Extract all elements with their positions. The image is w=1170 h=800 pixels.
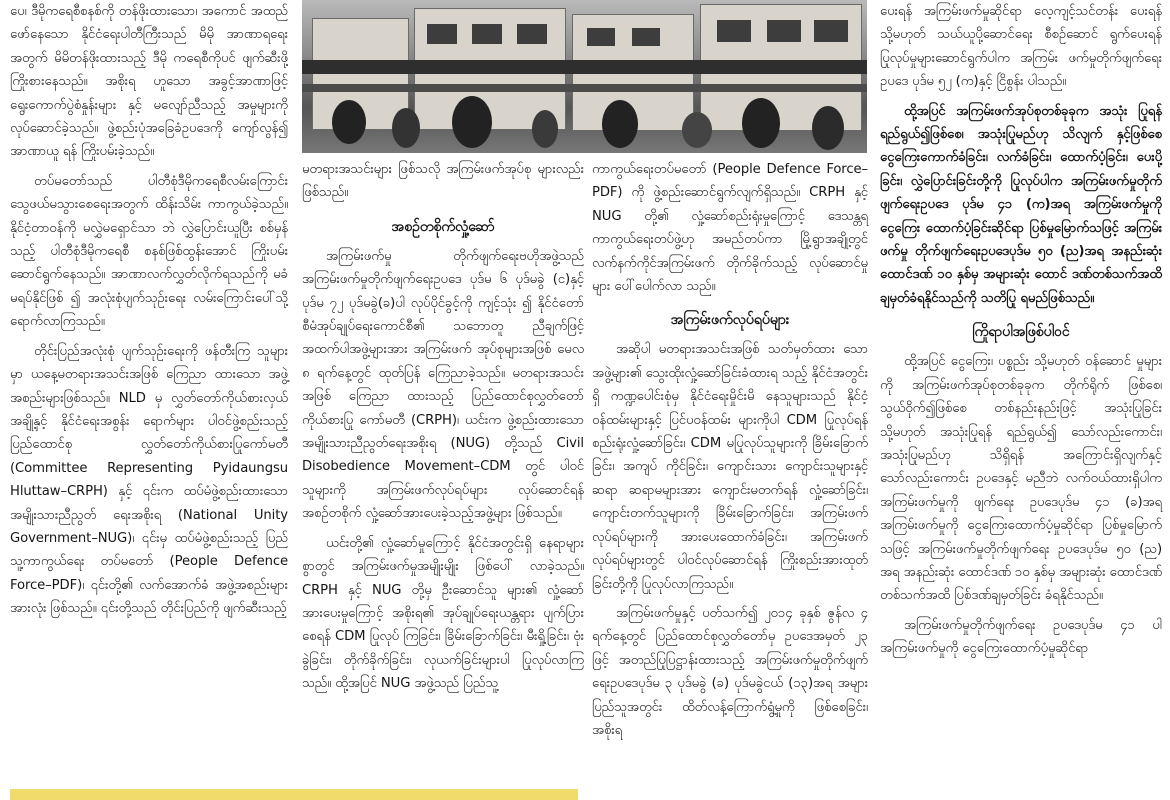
paragraph: ယင်းတို့၏ လှုံ့ဆော်မှုကြောင့် နိုင်ငံအတွင်းရှိ နေရာများစွာတွင် အကြမ်းဖက်မှုအမျိုးမျိုး ဖြစ်ပေါ် လာခဲ့သည်။ CRPH နှင့် NUG တို့မှ ဦးဆောင်သူ များ၏ လှုံ့ဆော်အားပေးမှုကြောင့် အစိုးရ၏ အုပ်ချုပ်ရေးယန္တရား ပျက်ပြားစေရန် CDM ပြုလုပ် ကြခြင်း၊ ခြိမ်းခြောက်ခြင်း၊ မီးရှို့ခြင်း၊ ဗုံးခွဲခြင်း၊ တိုက်ခိုက်ခြင်း၊ လုယက်ခြင်းများပါ ပြုလုပ်လာကြ သည်။ ထို့အပြင် NUG အဖွဲ့သည် ပြည်သူ့	[302, 535, 584, 692]
column-2	[302, 158, 584, 702]
paragraph: ပေးရန် အကြမ်းဖက်မှုဆိုင်ရာ လေ့ကျင့်သင်တန်း ပေးရန် သို့မဟုတ် သယ်ယူပို့ဆောင်ရေး စီစဉ်ဆောင် ရွက်ပေးရန် ပြုလုပ်မှုများဆောင်ရွက်ပါက အကြမ်း ဖက်မှုတိုက်ဖျက်ရေးဥပဒေ ပုဒ်မ ၅၂ (က)နှင့် ငြိစွန်း ပါသည်။	[880, 4, 1162, 90]
street-market-photo	[302, 0, 867, 153]
paragraph: ပေ၊ ဒီမိုကရေစီစနစ်ကို တန်ဖိုးထားသော၊ အကောင် အထည်ဖော်နေသော နိုင်ငံရေးပါတီကြီးသည် မိမို အာဏာရရေးအတွက် မိမိတန်ဖိုးထားသည့် ဒီမို ကရေစီကိုပင် ဖျက်ဆီးဖို့ ကြိုးစားနေသည်။ အစိုးရ ဟူသော အခွင့်အာဏာဖြင့် ရွေးကောက်ပွဲစံနှုန်းများ နှင့် မလျော်ညီသည့် အမှုများကို လုပ်ဆောင်ခဲ့သည်။ ဖွဲ့စည်းပုံအခြေခံဥပဒေကို ကျော်လွန်၍ အာဏာယူ ရန် ကြိုးပမ်းခဲ့သည်။	[10, 4, 288, 160]
column-1	[10, 0, 288, 627]
paragraph: အဆိုပါ မတရားအသင်းအဖြစ် သတ်မှတ်ထား သော အဖွဲ့များ၏ သွေးထိုးလှုံ့ဆော်ခြင်းခံထားရ သည့် နိုင်ငံအတွင်းရှိ ကဏ္ဍပေါင်းစုံမှ နိုင်ငံရေးမှိုင်းမိ နေသူများသည် နိုင်ငံ့ဝန်ထမ်းများနှင့် ပြင်ပဝန်ထမ်း များကိုပါ CDM ပြုလုပ်ရန် စည်းရုံးလှုံ့ဆော်ခြင်း၊ CDM မပြုလုပ်သူများကို ခြိမ်းခြောက်ခြင်း၊ အကျပ် ကိုင်ခြင်း၊ ကျောင်းသား ကျောင်းသူများနှင့် ဆရာ ဆရာမများအား ကျောင်းမတက်ရန် လှုံ့ဆော်ခြင်း၊ ကျောင်းတက်သူများကို ခြိမ်းခြောက်ခြင်း၊ အကြမ်းဖက်လုပ်ရပ်များကို အားပေးထောက်ခံခြင်း၊ အကြမ်းဖက် လုပ်ရပ်များတွင် ပါဝင်လုပ်ဆောင်ရန် ကြိုးစည်းအားထုတ်ခြင်းတို့ကို ပြုလုပ်လာကြသည်။	[592, 342, 868, 592]
paragraph: အကြမ်းဖက်မှု တိုက်ဖျက်ရေးဗဟိုအဖွဲ့သည် အကြမ်းဖက်မှုတိုက်ဖျက်ရေးဥပဒေ ပုဒ်မ ၆ ပုဒ်မခွဲ (င)နှင့် ပုဒ်မ ၇၂ ပုဒ်မခွဲ(ခ)ပါ လုပ်ပိုင်ခွင့်ကို ကျင့်သုံး ၍ နိုင်ငံတော်စီမံအုပ်ချုပ်ရေးကောင်စီ၏ သဘောတူ ညီချက်ဖြင့် အထက်ပါအဖွဲ့များအား အကြမ်းဖက် အုပ်စုများအဖြစ် မေလ ၈ ရက်နေ့တွင် ထုတ်ပြန် ကြေညာခဲ့သည်။ မတရားအသင်းအဖြစ် ကြေညာ ထားသည့် ပြည်ထောင်စုလွှတ်တော်ကိုယ်စားပြု ကော်မတီ (CRPH)၊ ယင်းက ဖွဲ့စည်းထားသော အမျိုးသားညီညွတ်ရေးအစိုးရ (NUG) တို့သည် Civil Disobedience Movement–CDM တွင် ပါဝင် သူများကို အကြမ်းဖက်လုပ်ရပ်များ လုပ်ဆောင်ရန် အစဉ်တစိုက် လှုံ့ဆော်အားပေးခဲ့သည့်အဖွဲ့များ ဖြစ်သည်။	[302, 248, 584, 522]
paragraph: မတရားအသင်းများ ဖြစ်သလို အကြမ်းဖက်အုပ်စု များလည်း ဖြစ်သည်။	[302, 162, 584, 201]
column-3	[592, 158, 868, 748]
paragraph: ကာကွယ်ရေးတပ်မတော် (People Defence Force–PDF) ကို ဖွဲ့စည်းဆောင်ရွက်လျက်ရှိသည်။ CRPH နှင့် NUG တို့၏ လှုံ့ဆော်စည်းရုံးမှုကြောင့် ဒေသန္တရ ကာကွယ်ရေးတပ်ဖွဲ့ဟု အမည်တပ်ကာ မြို့ရွာအချို့တွင် လက်နက်ကိုင်အကြမ်းဖက် တိုက်ခိုက်သည့် လုပ်ဆောင်မှုများ ပေါ်ပေါက်လာ သည်။	[592, 162, 868, 295]
paragraph: အကြမ်းဖက်မှုနှင့် ပတ်သက်၍ ၂၀၁၄ ခုနှစ် ဇွန်လ ၄ ရက်နေ့တွင် ပြည်ထောင်စုလွှတ်တော်မှ ဥပဒေအမှတ် ၂၃ ဖြင့် အတည်ပြုပြဋ္ဌာန်းထားသည့် အကြမ်းဖက်မှုတိုက်ဖျက်ရေးဥပဒေပုဒ်မ ၃ ပုဒ်မခွဲ (ခ) ပုဒ်မခွဲငယ် (၁၃)အရ အများပြည်သူအတွင်း ထိတ်လန့်ကြောက်ရွံ့မှုကို ဖြစ်စေခြင်း၊ အစိုးရ	[592, 605, 868, 738]
paragraph: ထို့အပြင် ငွေကြေး၊ ပစ္စည်း သို့မဟုတ် ဝန်ဆောင် မှုများကို အကြမ်းဖက်အုပ်စုတစ်ခုခုက တိုက်ရိုက် ဖြစ်စေ၊ သွယ်ဝိုက်၍ဖြစ်စေ တစ်နည်းနည်းဖြင့် အသုံးပြုခြင်း သို့မဟုတ် အသုံးပြုရန် ရည်ရွယ်၍ သော်လည်းကောင်း၊ အသုံးပြုမည်ဟု သိရှိရန် အကြောင်းရှိလျက်နှင့်သော်လည်းကောင်း ဥပဒေနှင့် မညီဘဲ လက်ဝယ်ထားရှိပါက အကြမ်းဖက်မှုကို ဖျက်ရေး ဥပဒေပုဒ်မ ၄၁ (ခ)အရ အကြမ်းဖက်မှုကို ငွေကြေးထောက်ပံ့မှုဆိုင်ရာ ပြစ်မှုမြောက်သဖြင့် အကြမ်းဖက်မှုတိုက်ဖျက်ရေး ဥပဒေပုဒ်မ ၅၀ (ည) အရ အနည်းဆုံး ထောင်ဒဏ် ၁၀ နှစ်မှ အများဆုံး ထောင်ဒဏ်တစ်သက်အထိ ပြစ်ဒဏ်ချမှတ်ခြင်း ခံရနိုင်သည်။	[880, 354, 1162, 604]
paragraph: တပ်မတော်သည် ပါတီစုံဒီမိုကရေစီလမ်းကြောင်း သွေဖယ်မသွားစေရေးအတွက် ထိန်းသိမ်း ကာကွယ်ခဲ့သည်။ နိုင်ငံ့တာဝန်ကို မလွှဲမရှောင်သာ ဘဲ လွှဲပြောင်းယူပြီး စစ်မှန်သည့် ပါတီစုံဒီမိုကရေစီ စနစ်ဖြစ်ထွန်းအောင် ကြိုးပမ်းဆောင်ရွက်နေသည်။ အာဏာလက်လွှတ်လိုက်ရသည်ကို မခံမရပ်နိုင်ဖြစ် ၍ အလုံးစုံပျက်သုဉ်းရေး လမ်းကြောင်းပေါ်သို့ ရောက်လာကြသည်။	[10, 173, 288, 330]
highlight-bar	[10, 789, 578, 800]
column-4	[880, 0, 1162, 667]
paragraph-bold: ထို့အပြင် အကြမ်းဖက်အုပ်စုတစ်ခုခုက အသုံး ပြုရန် ရည်ရွယ်၍ဖြစ်စေ၊ အသုံးပြုမည်ဟု သိလျက် နှင့်ဖြစ်စေ ငွေကြေးကောက်ခံခြင်း၊ လက်ခံခြင်း၊ ထောက်ပံ့ခြင်း၊ ပေးပို့ခြင်း၊ လွှဲပြောင်းခြင်းတို့ကို ပြုလုပ်ပါက အကြမ်းဖက်မှုတိုက်ဖျက်ရေးဥပဒေ ပုဒ်မ ၄၁ (က)အရ အကြမ်းဖက်မှုကို ငွေကြေး ထောက်ပံ့ခြင်းဆိုင်ရာ ပြစ်မှုမြောက်သဖြင့် အကြမ်း ဖက်မှု တိုက်ဖျက်ရေးဥပဒေပုဒ်မ ၅၀ (ည)အရ အနည်းဆုံးထောင်ဒဏ် ၁၀ နှစ်မှ အများဆုံး ထောင် ဒဏ်တစ်သက်အထိ ချမှတ်ခံရနိုင်သည်ကို သတိပြု ရမည်ဖြစ်သည်။	[880, 103, 1162, 306]
paragraph: တိုင်းပြည်အလုံးစုံ ပျက်သုဉ်းရေးကို ဖန်တီးကြ သူများမှာ ယနေ့မတရားအသင်းအဖြစ် ကြေညာ ထားသော အဖွဲ့အစည်းများဖြစ်သည်။ NLD မှ လွှတ်တော်ကိုယ်စားလှယ်အချို့နှင့် နိုင်ငံရေးအစွန်း ရောက်များ ပါဝင်ဖွဲ့စည်းသည့် ပြည်ထောင်စု လွှတ်တော်ကိုယ်စားပြုကော်မတီ (Committee Representing Pyidaungsu Hluttaw–CRPH) နှင့် ၎င်းက ထပ်မံဖွဲ့စည်းထားသော အမျိုးသားညီညွတ် ရေးအစိုးရ (National Unity Government–NUG)၊ ၎င်းမှ ထပ်မံဖွဲ့စည်းသည့် ပြည်သူ့ကာကွယ်ရေး တပ်မတော် (People Defence Force–PDF)၊ ၎င်းတို့၏ လက်အောက်ခံ အဖွဲ့အစည်းများအားလုံး ဖြစ်သည်။ ၎င်းတို့သည် တိုင်းပြည်ကို ဖျက်ဆီးသည့်	[10, 343, 288, 617]
section-heading: အကြမ်းဖက်လုပ်ရပ်များ	[670, 312, 790, 329]
section-heading: အစဉ်တစိုက်လှုံ့ဆော်	[391, 218, 495, 235]
section-heading: ကြိုရာပါအဖြစ်ပါဝင်	[972, 324, 1070, 341]
paragraph: အကြမ်းဖက်မှုတိုက်ဖျက်ရေး ဥပဒေပုဒ်မ ၄၁ ပါ အကြမ်းဖက်မှုကို ငွေကြေးထောက်ပံ့မှုဆိုင်ရာ	[880, 617, 1162, 657]
